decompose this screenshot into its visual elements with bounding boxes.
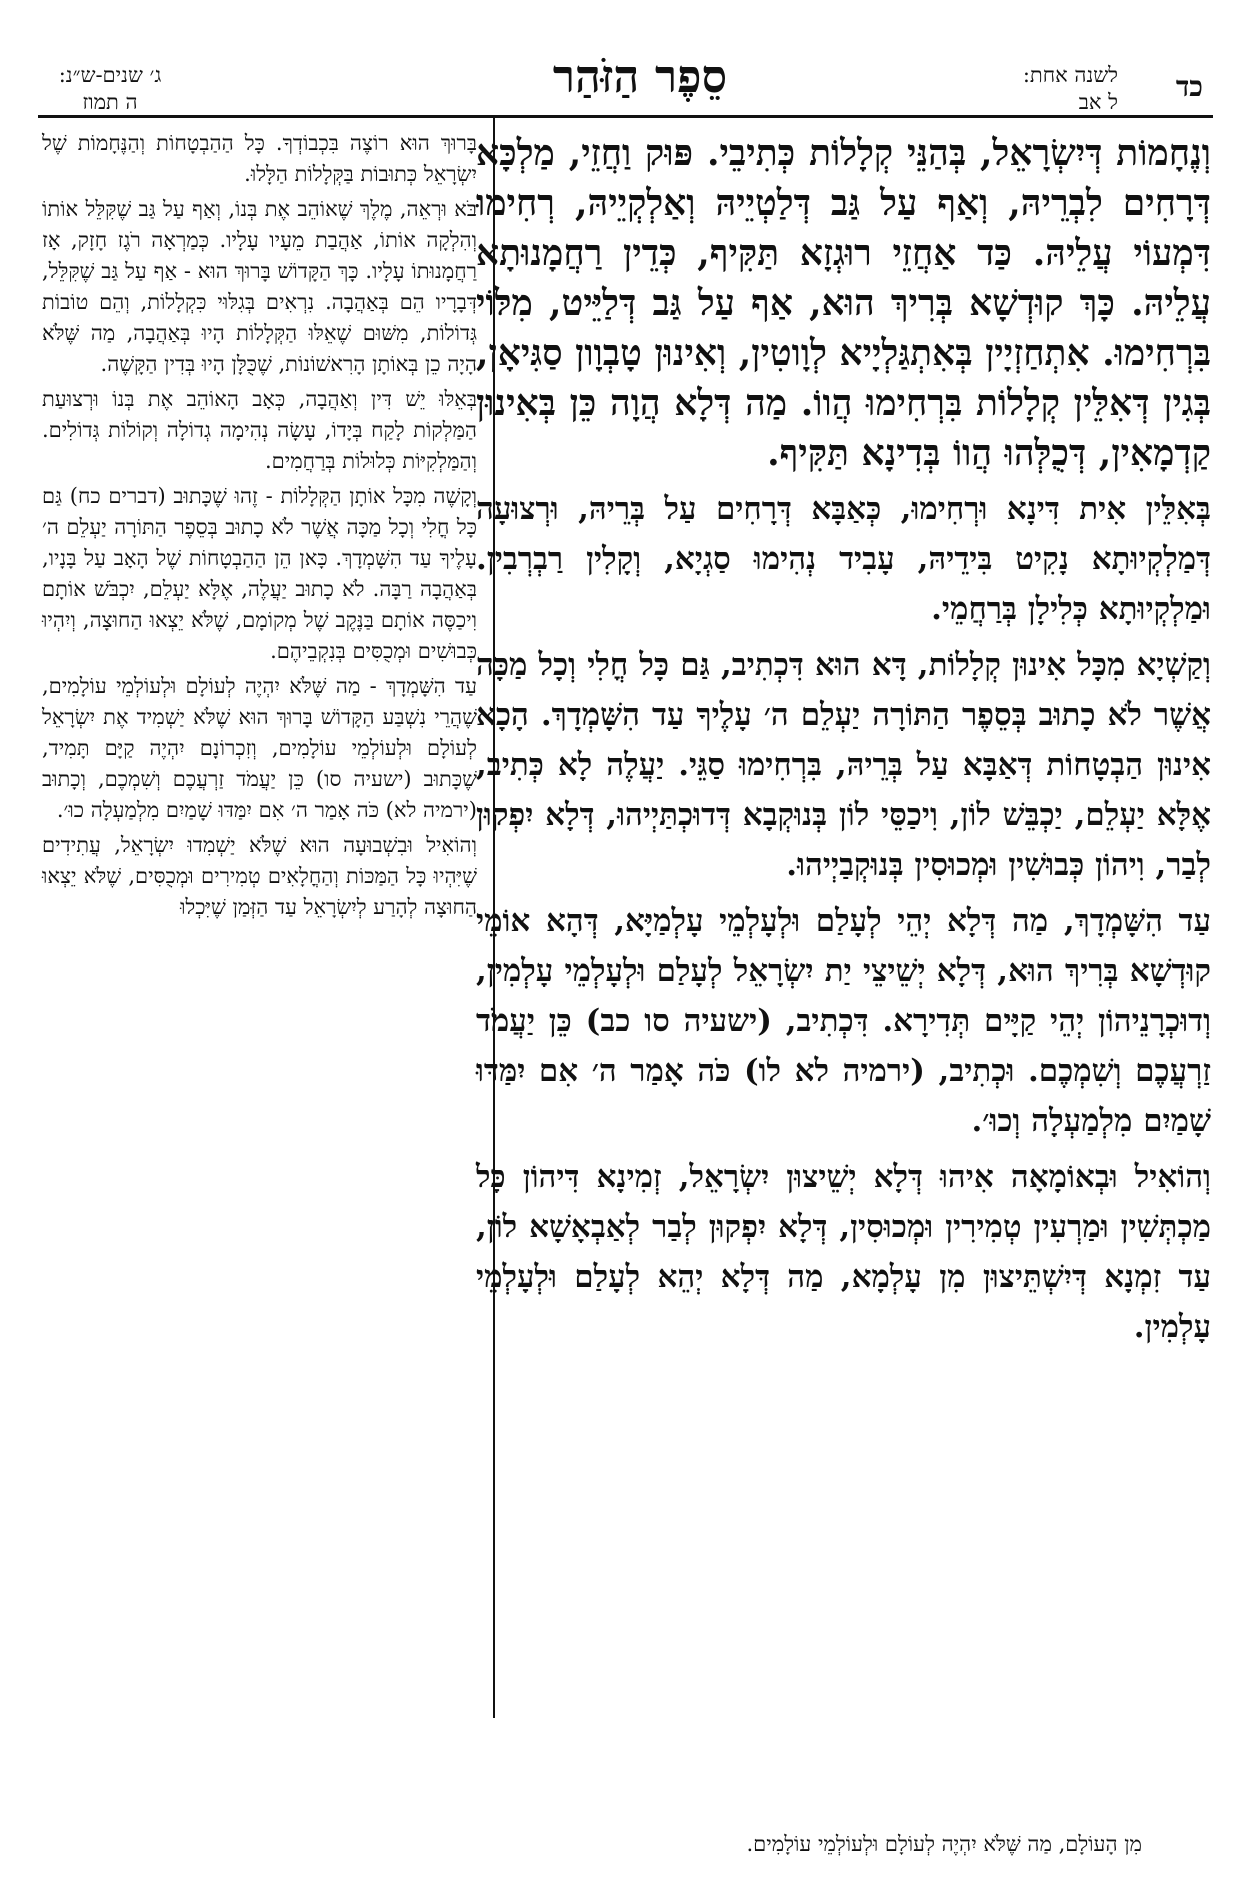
page-title: סֵפֶר הַזֹּהַר — [552, 50, 728, 103]
header-right-line2: ל אב — [1078, 90, 1118, 114]
commentary-paragraph: בֹּא וּרְאֵה, מֶלֶךְ שֶׁאוֹהֵב אֶת בְּנוֹ, וְאַף עַל גַּב שֶׁקִּלֵּל אוֹתוֹ וְהִלְקָה אוֹתוֹ, אַהֲבַת מֵעָיו עָלָיו. כְּמַרְאָה רֹגֶז חָזָק, אָז רַחֲמָנוּתוֹ עָלָיו. כָּךְ הַקָּדוֹשׁ בָּרוּךְ הוּא - אַף עַל גַּב שֶׁקִּלֵּל, דְּבָרָיו הֵם בְּאַהֲבָה. נִרְאִים בְּגִלּוּי כִּקְלָלוֹת, וְהֵם טוֹבוֹת גְּדוֹלוֹת, מִשּׁוּם שֶׁאֵלּוּ הַקְּלָלוֹת הָיוּ בְּאַהֲבָה, מַה שֶּׁלֹּא הָיָה כֵן בְּאוֹתָן הָרִאשׁוֹנוֹת, שֶׁכֻּלָּן הָיוּ בְּדִין הַקָּשֶׁה. — [42, 197, 477, 376]
header-left-line2: ה תמוז — [82, 90, 138, 114]
header-left-info — [40, 62, 180, 116]
main-text-column — [476, 128, 1211, 1358]
header-divider — [38, 115, 1213, 118]
commentary-paragraph: בְּאֵלּוּ יֵשׁ דִּין וְאַהֲבָה, כְּאָב הָאוֹהֵב אֶת בְּנוֹ וּרְצוּעַת הַמַּלְקוֹת לָקַח בְּיָדוֹ, עָשָׂה נְהִימָה גְדוֹלָה וְקוֹלוֹת גְּדוֹלִים. וְהַמַּלְקִיּוֹת כְּלוּלוֹת בְּרַחֲמִים. — [42, 387, 477, 473]
main-paragraph: וְנֶחָמוֹת דְּיִשְׂרָאֵל, בְּהַנֵּי קְלָלוֹת כְּתִיבֵי. פּוּק וַחֲזֵי, מַלְכָּא דְּרָחִים לִבְרֵיהּ, וְאַף עַל גַּב דְּלַטְיֵיהּ וְאַלְקְיֵיהּ, רְחִימוּ דִּמְעוֹי עֲלֵיהּ. כַּד אַחֲזֵי רוּגְזָא תַּקִּיף, כְּדֵין רַחֲמָנוּתָא עֲלֵיהּ. כָּךְ קוּדְשָׁא בְּרִיךְ הוּא, אַף עַל גַּב דְּלַיֵּיט, מִלּוֹי בִּרְחִימוּ. אִתְחַזְיָין בְּאִתְגַּלְיָיא לְוָוטִין, וְאִינוּן טָבְוָון סַגִּיאָן, בְּגִין דְּאִלֵּין קְלָלוֹת בִּרְחִימוּ הֲווֹ. מַה דְּלָא הֲוָה כֵּן בְּאִינוּן קַדְמָאִין, דְּכֻלְּהוּ הֲווֹ בְּדִינָא תַּקִּיף. — [476, 132, 1211, 474]
commentary-footer-line: מִן הָעוֹלָם, מַה שֶּׁלֹּא יִהְיֶה לְעוֹלָם וּלְעוֹלְמֵי עוֹלָמִים. — [746, 1832, 1142, 1856]
main-paragraph: עַד הִשָּׁמְדָךְ, מַה דְּלָא יְהֵי לְעָלַם וּלְעָלְמֵי עָלְמַיָּא, דְּהָא אוֹמֵי קוּדְשָׁא בְּרִיךְ הוּא, דְּלָא יְשֵׁיצֵי יַת יִשְׂרָאֵל לְעָלַם וּלְעָלְמֵי עָלְמִין, וְדוּכְרָנֵיהוֹן יְהֵי קַיָּים תְּדִירָא. דִּכְתִיב, (ישעיה סו כב) כֵּן יַעֲמֹד זַרְעֲכֶם וְשִׁמְכֶם. וּכְתִיב, (ירמיה לא לו) כֹּה אָמַר ה׳ אִם יִמַּדּוּ שָׁמַיִם מִלְמַעְלָה וְכוּ׳. — [476, 903, 1211, 1139]
main-paragraph: בְּאִלֵּין אִית דִּינָא וּרְחִימוּ, כְּאַבָּא דְּרָחִים עַל בְּרֵיהּ, וּרְצוּעָה דְּמַלְקְיוּתָא נָקִיט בִּידֵיהּ, עָבִיד נְהִימוּ סַגְיָא, וְקָלִין רַבְרְבִין. וּמַלְקְיוּתָא כְּלִילָן בְּרַחֲמֵי. — [476, 491, 1211, 627]
commentary-column — [42, 128, 477, 927]
commentary-paragraph: עַד הִשָּׁמְדָךְ - מַה שֶּׁלֹּא יִהְיֶה לְעוֹלָם וּלְעוֹלְמֵי עוֹלָמִים, שֶׁהֲרֵי נִשְׁבַּע הַקָּדוֹשׁ בָּרוּךְ הוּא שֶׁלֹּא יַשְׁמִיד אֶת יִשְׂרָאֵל לְעוֹלָם וּלְעוֹלְמֵי עוֹלָמִים, וְזִכְרוֹנָם יִהְיֶה קַיָּם תָּמִיד, שֶׁכָּתוּב (ישעיה סו) כֵּן יַעֲמֹד זַרְעֲכֶם וְשִׁמְכֶם, וְכָתוּב (ירמיה לא) כֹּה אָמַר ה׳ אִם יִמַּדּוּ שָׁמַיִם מִלְמַעְלָה כוּ׳. — [42, 674, 477, 822]
header-right-line1: לשנה אחת: — [1022, 63, 1118, 87]
header-right-info — [1023, 62, 1118, 116]
commentary-paragraph: בָּרוּךְ הוּא רוֹצֶה בִּכְבוֹדְךָ. כָּל הַהַבְטָחוֹת וְהַנֶּחָמוֹת שֶׁל יִשְׂרָאֵל כְּתוּבוֹת בַּקְּלָלוֹת הַלָּלוּ. — [42, 131, 477, 186]
header-left-line1: ג׳ שנים-ש״נ: — [58, 63, 162, 87]
main-paragraph: וְקַשְׁיָא מִכָּל אִינוּן קְלָלוֹת, דָּא הוּא דִּכְתִיב, גַּם כָּל חֳלִי וְכָל מַכָּה אֲשֶׁר לֹא כָתוּב בְּסֵפֶר הַתּוֹרָה יַעְלֵם ה׳ עָלֶיךָ עַד הִשָּׁמְדָךְ. הָכָא אִינוּן הַבְטָחוֹת דְּאַבָּא עַל בְּרֵיהּ, בִּרְחִימוּ סַגֵּי. יַעֲלֶה לָא כְּתִיב, אֶלָּא יַעְלֵם, יַכְבֵּשׁ לוֹן, וִיכַסֵּי לוֹן בְּנוּקְבָא דְּדוּכְתַּיְיהוּ, דְּלָא יִפְקוּן לְבַר, וִיהוֹן כְּבוּשִׁין וּמְכוּסִין בְּנוּקְבַיְיהוּ. — [476, 647, 1211, 883]
page-number: כד — [1175, 70, 1203, 103]
commentary-paragraph: וְהוֹאִיל וּבִשְׁבוּעָה הוּא שֶׁלֹּא יַשְׁמִדוּ יִשְׂרָאֵל, עֲתִידִים שֶׁיִּהְיוּ כָּל הַמַּכּוֹת וְהַחֳלָאִים טְמִירִים וּמְכֻסִּים, שֶׁלֹּא יֵצְאוּ הַחוּצָה לְהָרַע לְיִשְׂרָאֵל עַד הַזְּמַן שֶׁיִּכְלוּ — [42, 833, 477, 919]
main-paragraph: וְהוֹאִיל וּבְאוֹמָאָה אִיהוּ דְּלָא יְשֵׁיצוּן יִשְׂרָאֵל, זְמִינָא דִּיהוֹן כָּל מַכְתְּשִׁין וּמַרְעִין טְמִירִין וּמְכוּסִין, דְּלָא יִפְקוּן לְבַר לְאַבְאָשָׁא לוֹן, עַד זִמְנָא דְּיִשְׁתֵּיצוּן מִן עָלְמָא, מַה דְּלָא יְהֵא לְעָלַם וּלְעָלְמֵי עָלְמִין. — [476, 1159, 1211, 1345]
commentary-paragraph: וְקָשֶׁה מִכָּל אוֹתָן הַקְּלָלוֹת - זֶהוּ שֶׁכָּתוּב (דברים כח) גַּם כָּל חֳלִי וְכָל מַכָּה אֲשֶׁר לֹא כָתוּב בְּסֵפֶר הַתּוֹרָה יַעְלֵם ה׳ עָלֶיךָ עַד הִשָּׁמְדָךְ. כָּאן הֵן הַהַבְטָחוֹת שֶׁל הָאָב עַל בָּנָיו, בְּאַהֲבָה רַבָּה. לֹא כָתוּב יַעֲלֶה, אֶלָּא יַעְלֵם, יִכְבֹּשׁ אוֹתָם וִיכַסֶּה אוֹתָם בַּנֶּקֶב שֶׁל מְקוֹמָם, שֶׁלֹּא יֵצְאוּ הַחוּצָה, וְיִהְיוּ כְּבוּשִׁים וּמְכֻסִּים בְּנִקְבֵיהֶם. — [42, 484, 477, 663]
